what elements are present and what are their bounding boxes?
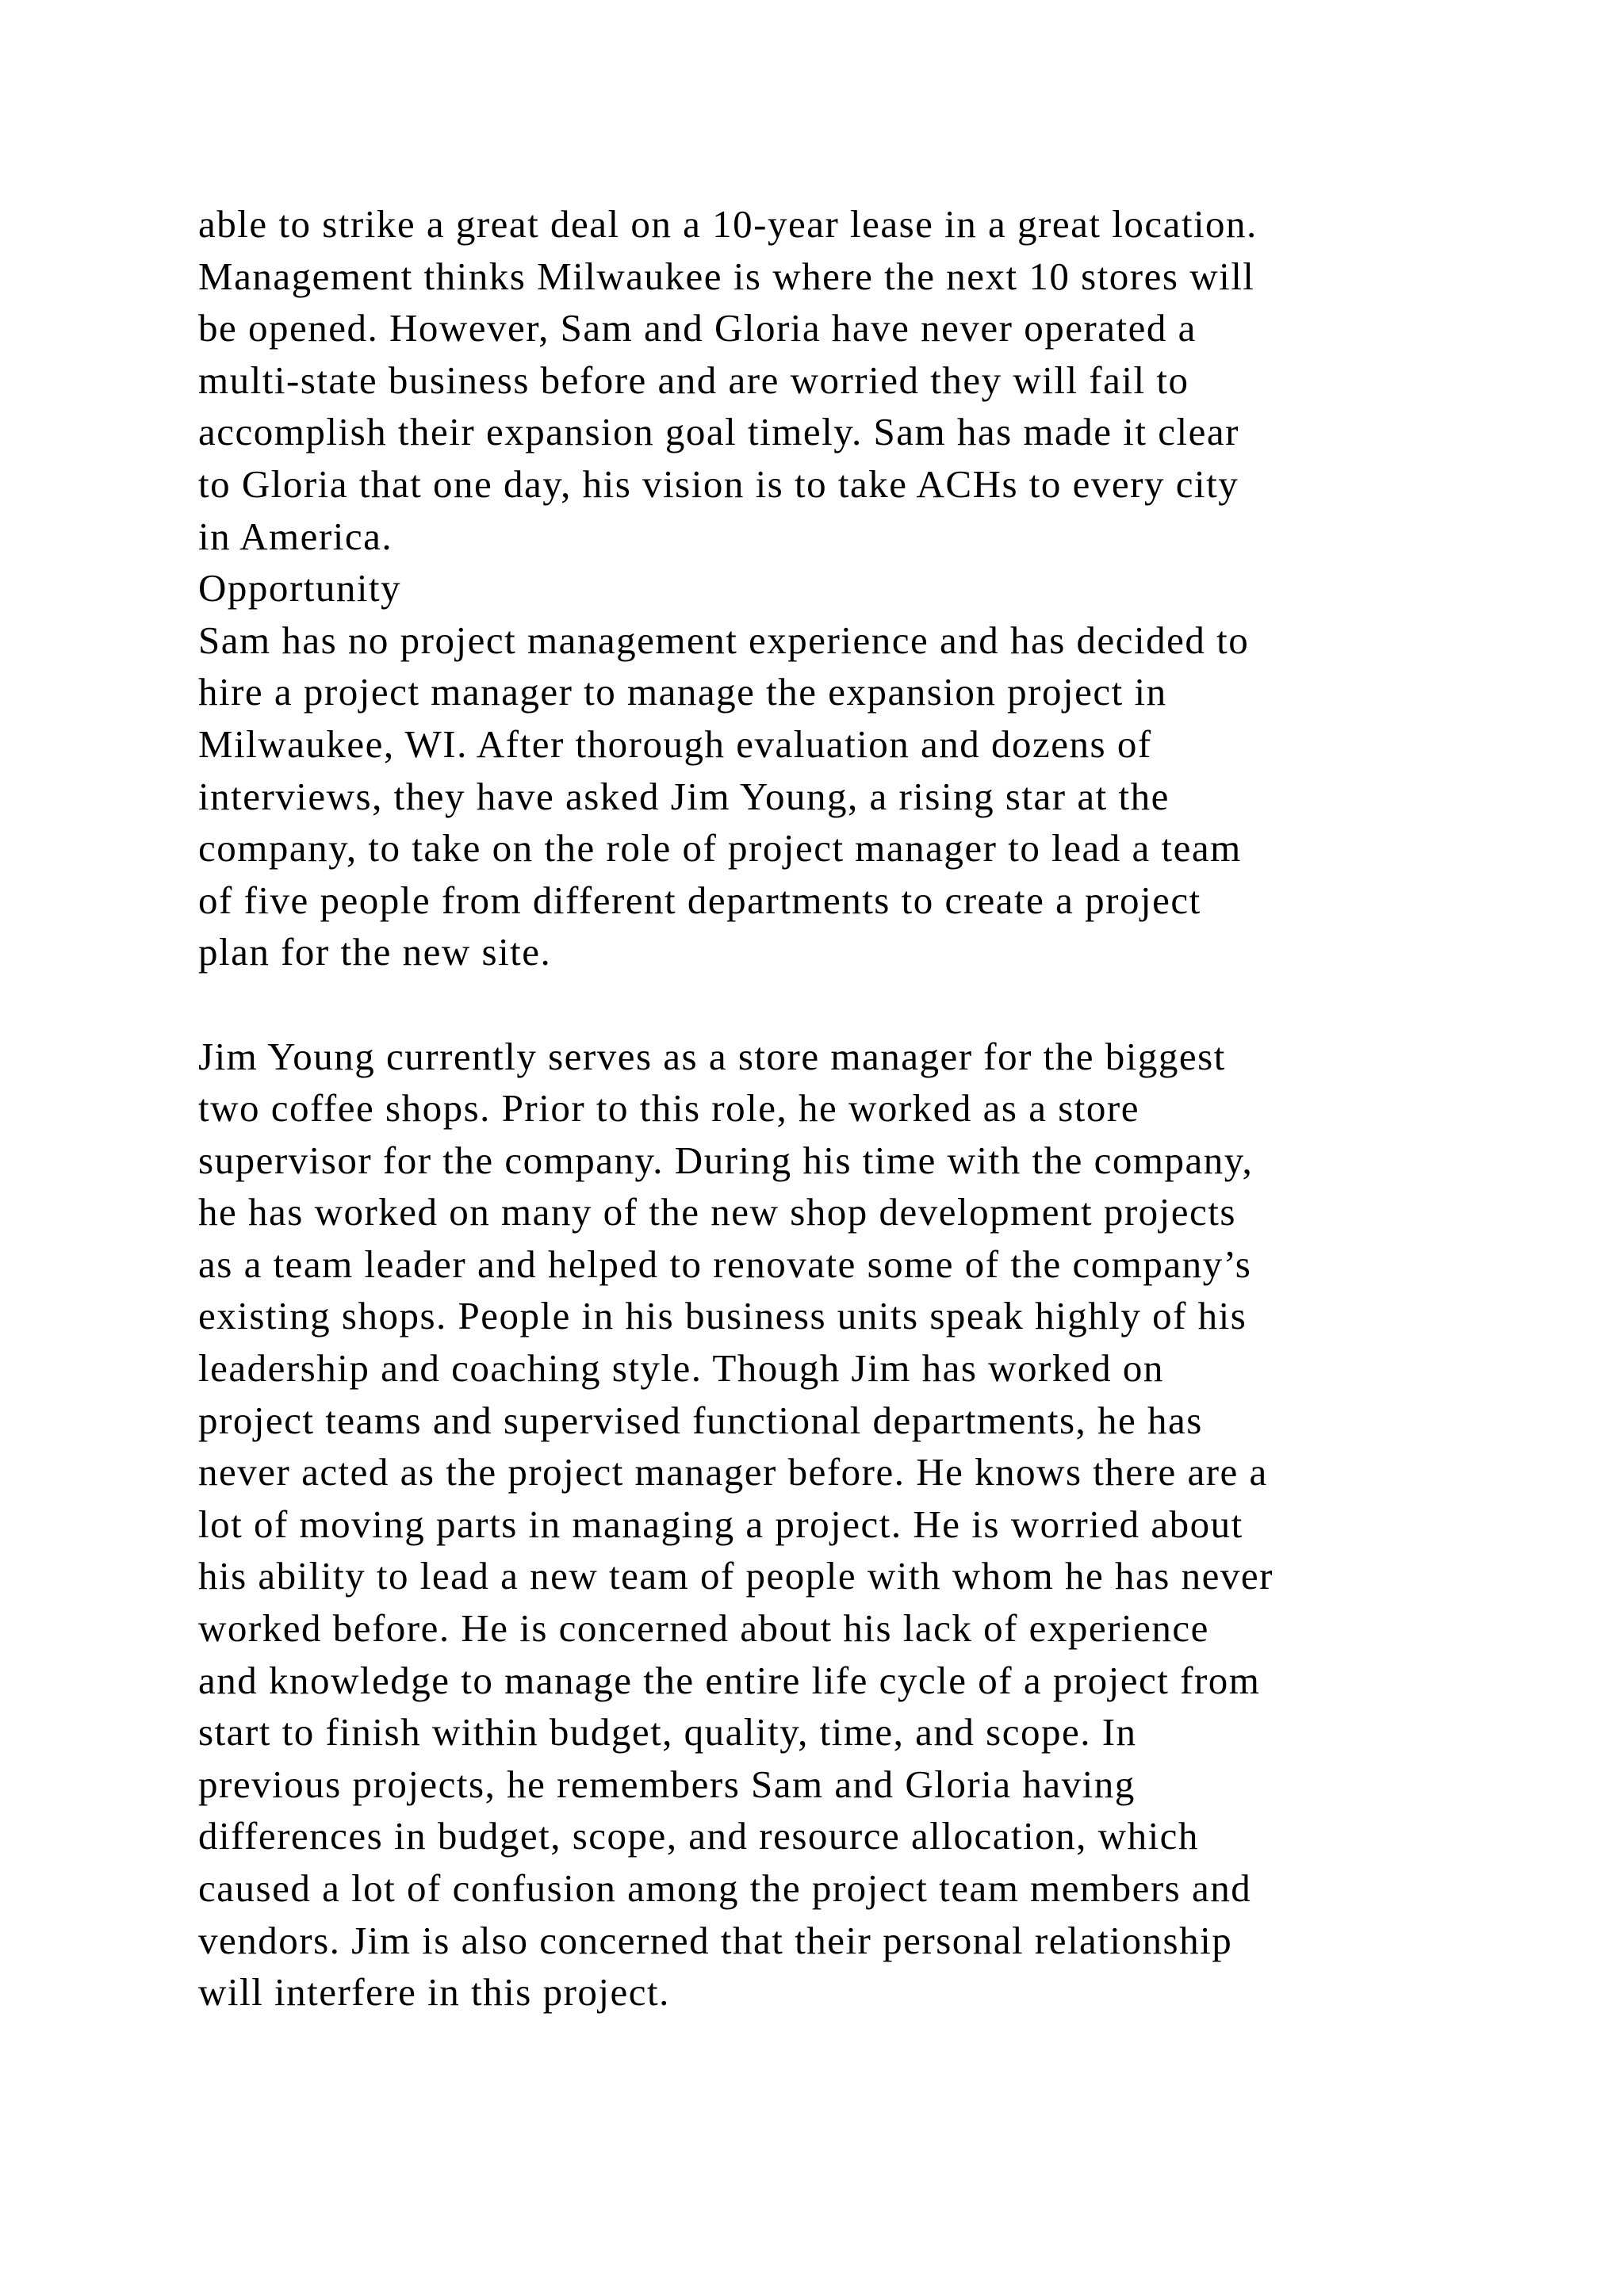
text-line: project teams and supervised functional departments, he has — [198, 1398, 1203, 1442]
paragraph-expansion-context — [198, 198, 1546, 562]
text-line: be opened. However, Sam and Gloria have never operated a — [198, 306, 1197, 350]
text-line: differences in budget, scope, and resource allocation, which — [198, 1814, 1199, 1858]
text-line: two coffee shops. Prior to this role, he worked as a store — [198, 1086, 1139, 1131]
text-line: plan for the new site. — [198, 930, 552, 974]
text-line: leadership and coaching style. Though Jim has worked on — [198, 1346, 1164, 1391]
text-line: start to finish within budget, quality, time, and scope. In — [198, 1710, 1137, 1755]
text-line: never acted as the project manager before. He knows there are a — [198, 1450, 1268, 1494]
text-line: accomplish their expansion goal timely. Sam has made it clear — [198, 410, 1239, 454]
text-line: to Gloria that one day, his vision is to take ACHs to every city — [198, 461, 1239, 506]
text-line: his ability to lead a new team of people with whom he has never — [198, 1554, 1274, 1598]
text-line: lot of moving parts in managing a project. He is worried about — [198, 1502, 1243, 1546]
section-heading-opportunity: Opportunity — [198, 566, 402, 610]
text-line: he has worked on many of the new shop development projects — [198, 1190, 1236, 1234]
text-line: Sam has no project management experience and has decided to — [198, 618, 1250, 662]
text-line: as a team leader and helped to renovate some of the company’s — [198, 1242, 1252, 1286]
text-line: Management thinks Milwaukee is where the next 10 stores will — [198, 254, 1255, 298]
text-line: Milwaukee, WI. After thorough evaluation and dozens of — [198, 721, 1152, 766]
text-line: will interfere in this project. — [198, 1970, 670, 2015]
paragraph-jim-young — [198, 1031, 1546, 2019]
text-line: Jim Young currently serves as a store manager for the biggest — [198, 1034, 1226, 1078]
document-body — [198, 198, 1546, 2019]
text-line: and knowledge to manage the entire life cycle of a project from — [198, 1658, 1261, 1702]
text-line: of five people from different departments to create a project — [198, 878, 1201, 922]
text-line: company, to take on the role of project manager to lead a team — [198, 826, 1242, 871]
text-line: multi-state business before and are worried they will fail to — [198, 358, 1189, 402]
text-line: existing shops. People in his business units speak highly of his — [198, 1294, 1247, 1338]
text-line: vendors. Jim is also concerned that their personal relationship — [198, 1918, 1233, 1962]
text-line: supervisor for the company. During his time with the company, — [198, 1138, 1254, 1182]
paragraph-spacer — [198, 978, 1546, 1031]
text-line: in America. — [198, 514, 393, 558]
text-line: hire a project manager to manage the expansion project in — [198, 670, 1167, 714]
text-line: worked before. He is concerned about his lack of experience — [198, 1606, 1209, 1651]
text-line: previous projects, he remembers Sam and Gloria having — [198, 1762, 1136, 1806]
text-line: interviews, they have asked Jim Young, a rising star at the — [198, 774, 1170, 818]
text-line: able to strike a great deal on a 10-year lease in a great location. — [198, 202, 1258, 246]
text-line: caused a lot of confusion among the project team members and — [198, 1866, 1252, 1910]
paragraph-opportunity — [198, 614, 1546, 978]
